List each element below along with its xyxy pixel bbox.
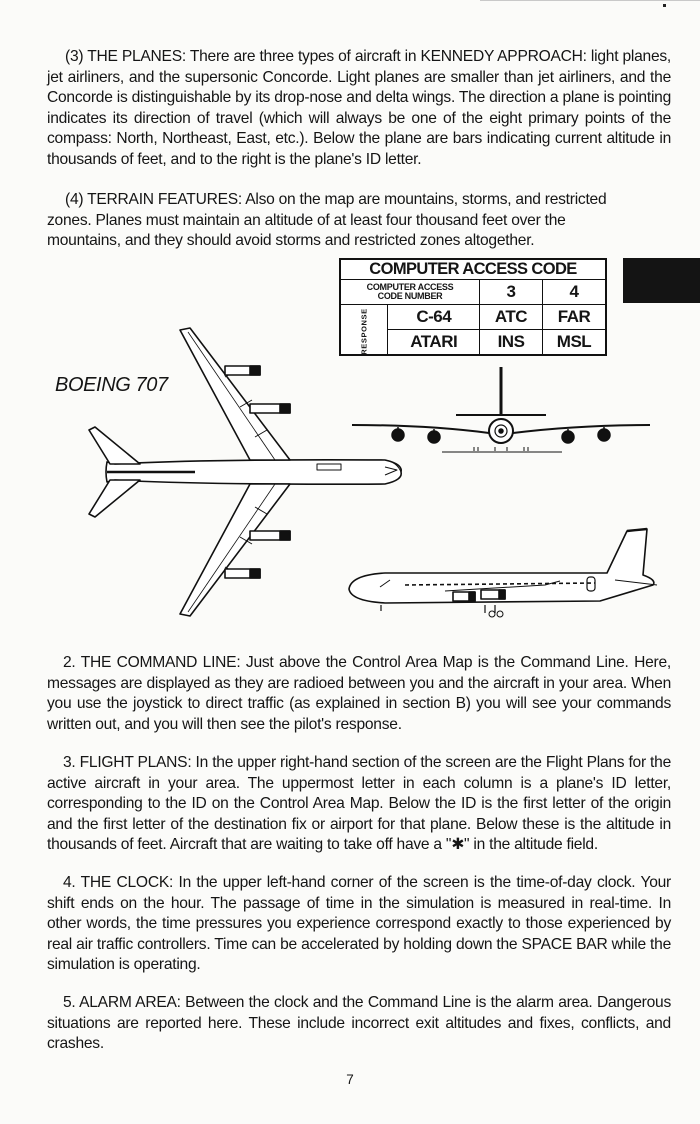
code-number-header-line2: CODE NUMBER <box>377 291 443 301</box>
figure-label: BOEING 707 <box>55 374 168 396</box>
boeing-707-front-view-illustration <box>352 365 652 455</box>
section-clock-text: 4. THE CLOCK: In the upper left-hand corner of the screen is the time-of-day clock. Your shift ends on the hour. The passage of time in the simulation is measured in real-time. In other words, the time pressures you experience correspond exactly to those experienced by real air traffic controllers. Time can be accelerated by holding down the SPACE BAR while the simulation is operating. <box>47 874 671 974</box>
row-atari-code-3: INS <box>480 330 543 356</box>
section-alarm-text: 5. ALARM AREA: Between the clock and the Command Line is the alarm area. Dangerous situations are reported here. These include incorrect exit altitudes and fixes, conflicts, and crashes. <box>47 994 671 1053</box>
page-number: 7 <box>346 1072 354 1087</box>
code-column-3: 3 <box>480 280 543 305</box>
row-system-atari: ATARI <box>388 330 480 356</box>
section-alarm-paragraph <box>47 993 671 1055</box>
section-flight-plans-paragraph <box>47 753 671 856</box>
section-clock-paragraph <box>47 873 671 976</box>
code-number-header <box>340 280 480 305</box>
row-c64-code-3: ATC <box>480 305 543 330</box>
section-terrain-text: (4) TERRAIN FEATURES: Also on the map are mountains, storms, and restricted zones. Planes must maintain an altitude of at least four thousand feet over the mountains, and they should avoid storms and restricted zones altogether. <box>47 191 607 250</box>
top-edge-rule <box>480 0 700 1</box>
section-planes-text: (3) THE PLANES: There are three types of aircraft in KENNEDY APPROACH: light planes, jet airliners, and the supersonic Concorde. Light planes are smaller than jet airliners, and the Concorde is distinguishable by its drop-nose and delta wings. The direction a plane is pointing indicates its direction of travel (which will always be one of the eight primary points of the compass: North, Northeast, East, etc.). Below the plane are bars indicating current altitude in thousands of feet, and to the right is the plane's ID letter. <box>47 48 671 168</box>
boeing-707-side-view-illustration <box>345 525 665 620</box>
section-terrain-paragraph <box>47 190 623 252</box>
section-command-line-paragraph <box>47 653 671 735</box>
row-system-c64: C-64 <box>388 305 480 330</box>
code-column-4: 4 <box>543 280 607 305</box>
code-table-title: COMPUTER ACCESS CODE <box>340 259 606 280</box>
code-number-header-line1: COMPUTER ACCESS <box>366 281 454 292</box>
row-atari-code-4: MSL <box>543 330 607 356</box>
section-command-line-text: 2. THE COMMAND LINE: Just above the Control Area Map is the Command Line. Here, messages are displayed as they are radioed between you and the aircraft in your area. When you use the joystick to direct traffic (as explained in section B) you will see your commands written out, and you will then see the pilot's response. <box>47 654 671 733</box>
section-thumb-tab <box>623 258 700 303</box>
row-c64-code-4: FAR <box>543 305 607 330</box>
top-edge-mark <box>663 4 666 7</box>
section-planes-paragraph <box>47 47 671 171</box>
response-side-label: RESPONSE <box>359 307 369 355</box>
section-flight-plans-text: 3. FLIGHT PLANS: In the upper right-hand section of the screen are the Flight Plans for the active aircraft in your area. The uppermost letter in each column is a plane's ID letter, corresponding to the ID on the Control Area Map. Below the ID is the first letter of the origin and the first letter of the destination fix or airport for that plane. Below these is the altitude in thousands of feet. Aircraft that are waiting to take off have a "✱" in the altitude field. <box>47 754 671 854</box>
